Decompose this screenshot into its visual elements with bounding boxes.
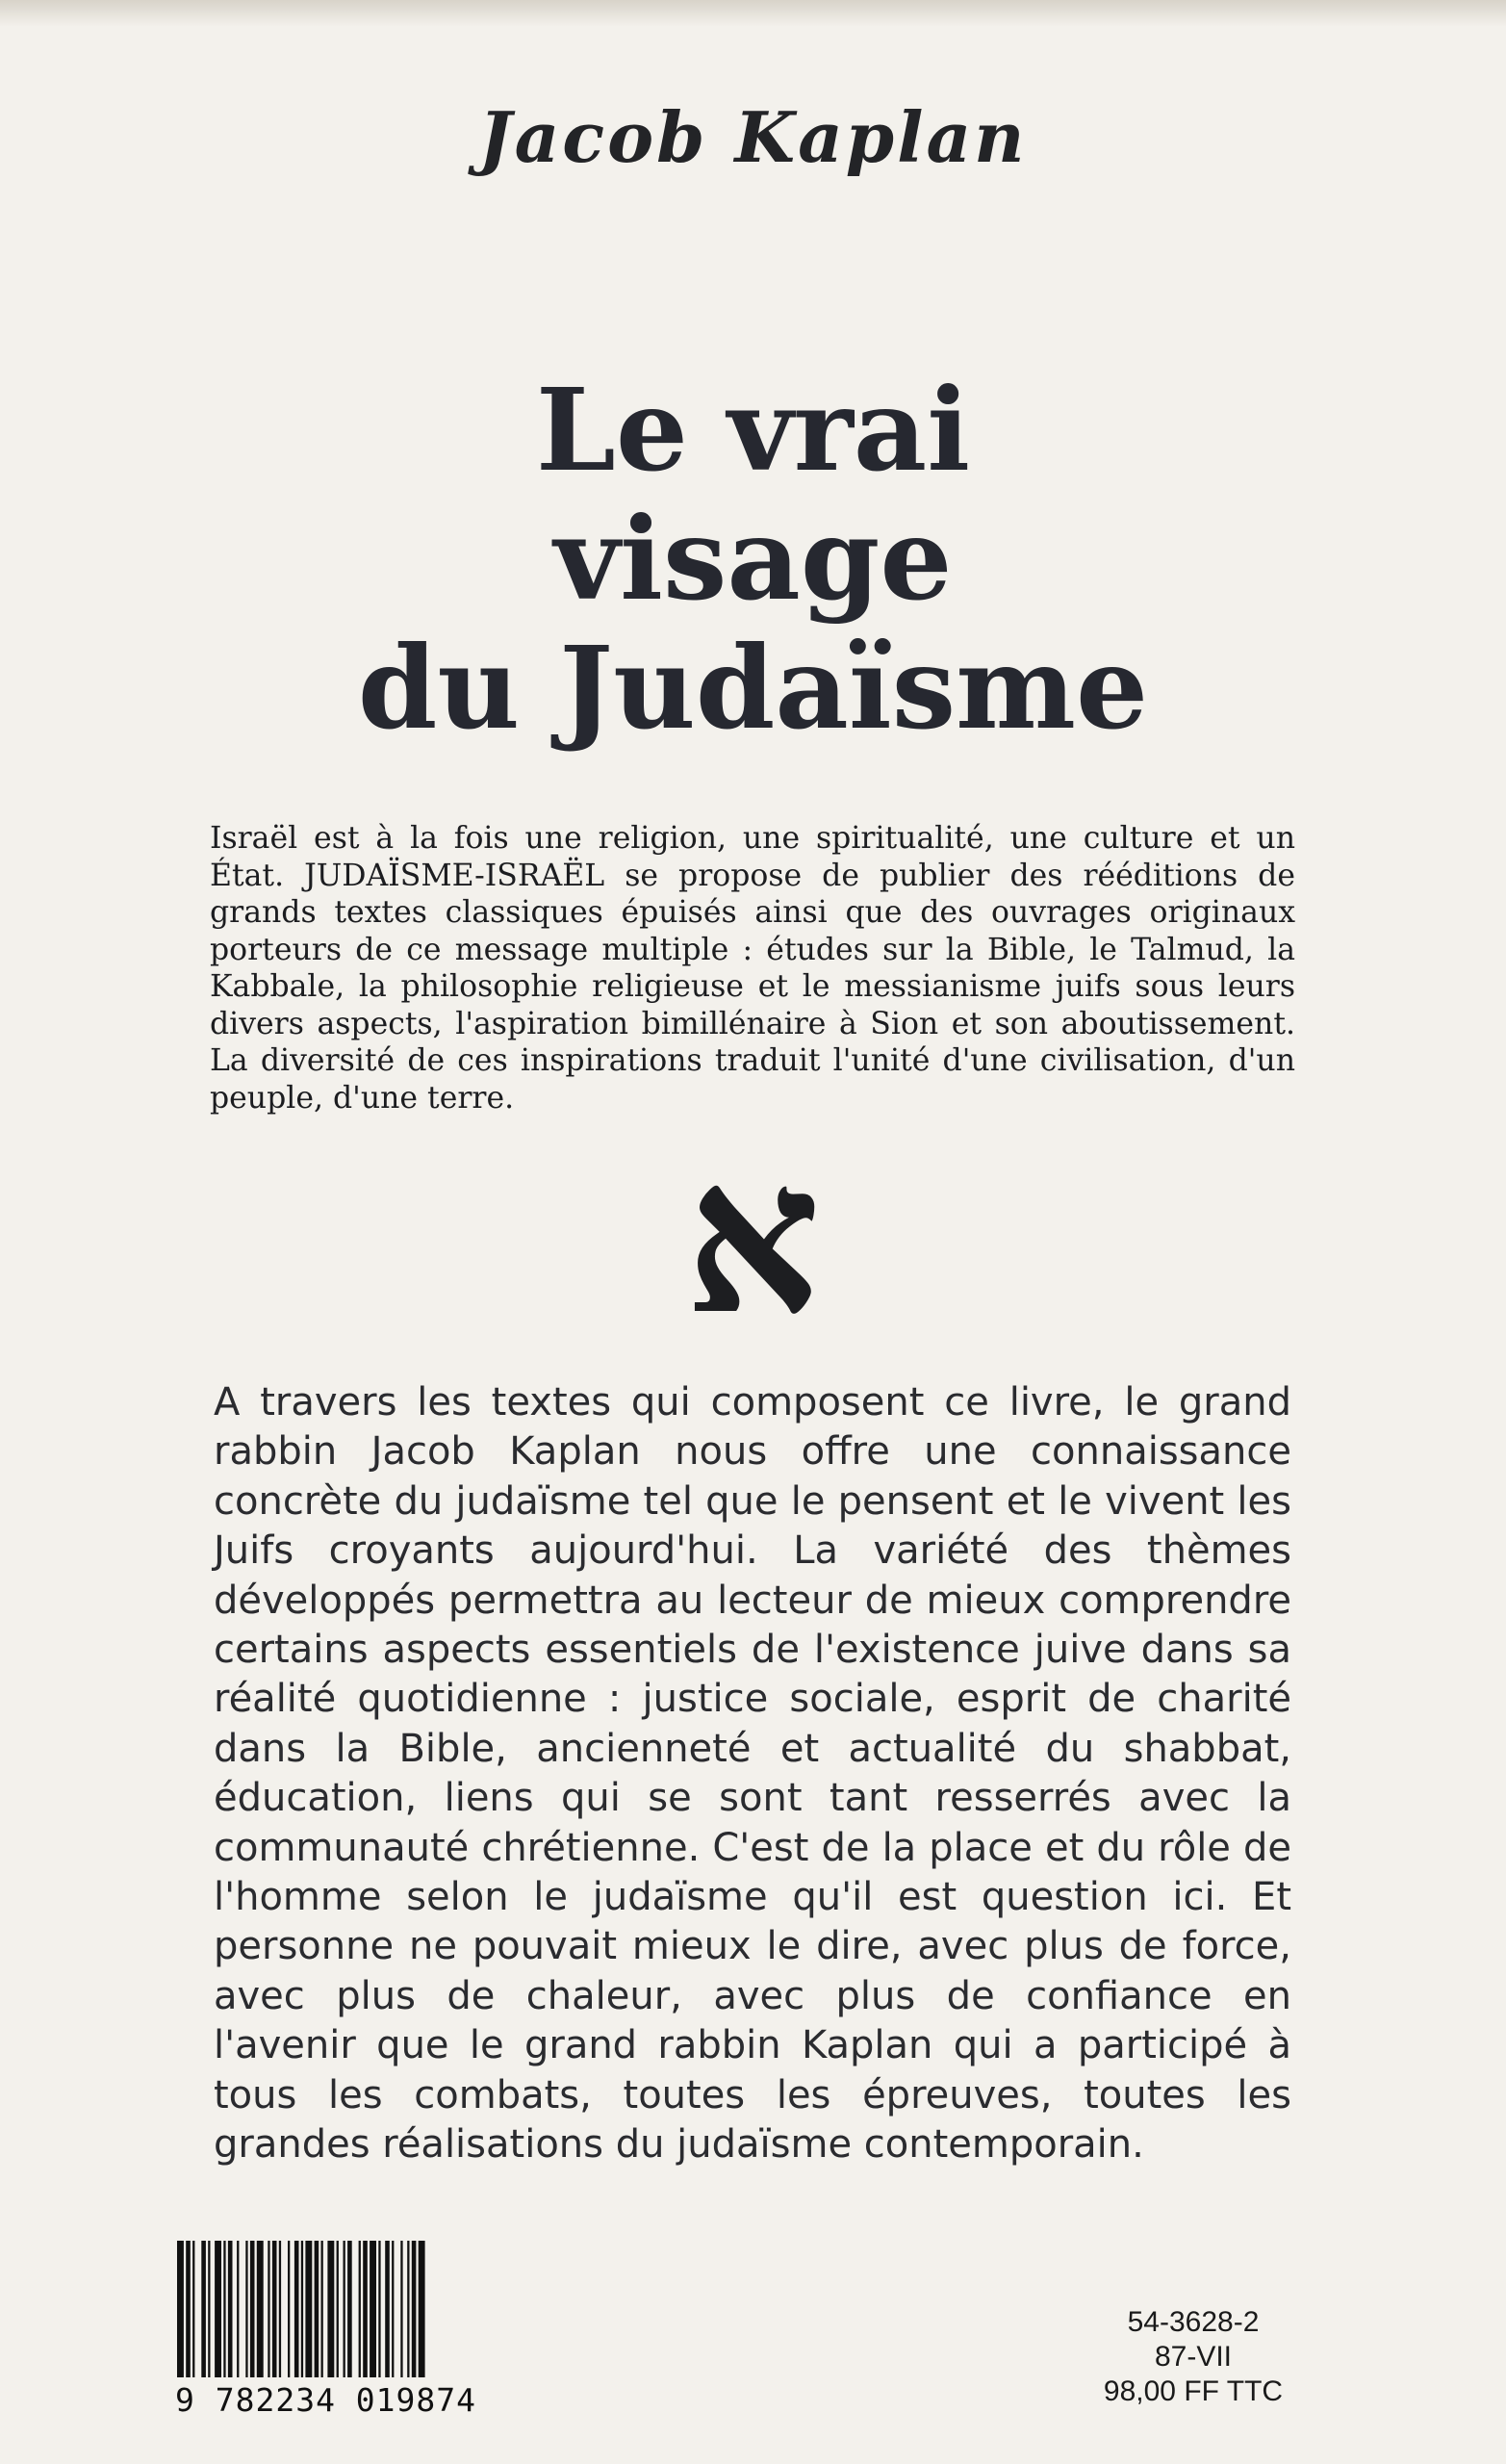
barcode-bar — [192, 2241, 194, 2377]
barcode-bar — [237, 2241, 239, 2377]
barcode-bar — [201, 2241, 206, 2377]
series-description: Israël est à la fois une religion, une spiritualité, une culture et un État. JUDAÏSME-ISRAËL se propose de publier des rééditions de grands textes classiques épuisés ainsi que des ouvrages originaux porteurs de ce message multiple : études sur la Bible, le Talmud, la Kabbale, la philosophie religieuse et le messianisme juifs sous leurs divers aspects, l'aspiration bimillénaire à Sion et son aboutissement. La diversité de ces inspirations traduit l'unité d'une civilisation, d'un peuple, d'une terre. — [210, 821, 1295, 1116]
barcode-bar — [294, 2241, 299, 2377]
barcode-bar — [272, 2241, 277, 2377]
barcode-bar — [257, 2241, 264, 2377]
barcode-bar — [407, 2241, 409, 2377]
barcode-digits: 9 782234 019874 — [175, 2381, 477, 2419]
barcode-bar — [347, 2241, 352, 2377]
title-line-1: Le vrai — [535, 363, 971, 497]
aleph-emblem: א — [684, 1112, 822, 1361]
catalog-code: 54-3628-2 — [1127, 2306, 1260, 2338]
barcode-bar — [400, 2241, 402, 2377]
barcode-bar — [279, 2241, 281, 2377]
barcode-bar — [177, 2241, 184, 2377]
barcode-icon — [175, 2241, 531, 2377]
barcode-bar — [223, 2241, 225, 2377]
barcode-bar — [321, 2241, 323, 2377]
pricing-block — [1078, 2305, 1309, 2409]
barcode-bar — [337, 2241, 339, 2377]
barcode-bar — [419, 2241, 425, 2377]
barcode-bar — [228, 2241, 233, 2377]
barcode-bar — [363, 2241, 368, 2377]
title-line-2: visage — [553, 492, 953, 626]
barcode-bar — [412, 2241, 417, 2377]
book-title — [0, 363, 1506, 755]
barcode-bar — [208, 2241, 210, 2377]
barcode-bar — [344, 2241, 345, 2377]
barcode-bar — [301, 2241, 303, 2377]
barcode-bar — [288, 2241, 290, 2377]
page-edge — [0, 0, 1506, 27]
barcode-bar — [370, 2241, 376, 2377]
barcode-bar — [305, 2241, 312, 2377]
price: 98,00 FF TTC — [1103, 2375, 1284, 2407]
edition-code: 87-VII — [1154, 2341, 1233, 2373]
barcode-bar — [385, 2241, 390, 2377]
barcode-bar — [250, 2241, 255, 2377]
author-name: Jacob Kaplan — [478, 96, 1028, 178]
barcode-bar — [186, 2241, 191, 2377]
barcode-bar — [245, 2241, 247, 2377]
barcode-bar — [327, 2241, 334, 2377]
barcode-bar — [359, 2241, 361, 2377]
barcode-bar — [268, 2241, 269, 2377]
barcode-bar — [315, 2241, 319, 2377]
barcode-bar — [378, 2241, 380, 2377]
barcode-bar — [392, 2241, 394, 2377]
book-blurb: A travers les textes qui composent ce livre, le grand rabbin Jacob Kaplan nous offre une connaissance concrète du judaïsme tel que le pensent et le vivent les Juifs croyants aujourd'hui. La variété des thèmes développés permettra au lecteur de mieux comprendre certains aspects essentiels de l'existence juive dans sa réalité quotidienne : justice sociale, esprit de charité dans la Bible, ancienneté et actualité du shabbat, éducation, liens qui se sont tant resserrés avec la communauté chrétienne. C'est de la place et du rôle de l'homme selon le judaïsme qu'il est question ici. Et personne ne pouvait mieux le dire, avec plus de force, avec plus de chaleur, avec plus de confiance en l'avenir que le grand rabbin Kaplan qui a participé à tous les combats, toutes les épreuves, toutes les grandes réalisations du judaïsme contemporain. — [214, 1380, 1291, 2168]
barcode-bar — [215, 2241, 221, 2377]
title-line-3: du Judaïsme — [357, 621, 1149, 755]
